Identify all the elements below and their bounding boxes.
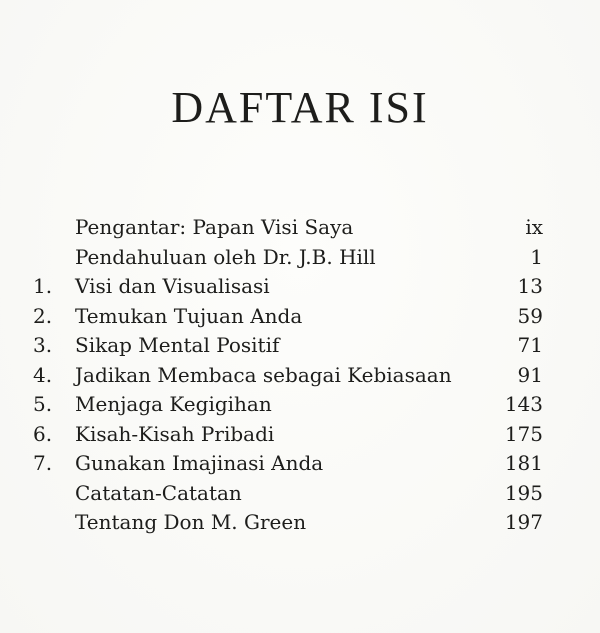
toc-entry [0,449,600,479]
toc-entry-title: Catatan-Catatan [75,480,242,505]
toc-entry [0,331,600,361]
toc-entry [0,243,600,273]
toc-entry-page: 195 [504,480,543,505]
toc-entry-page: 71 [517,333,543,357]
page-title: DAFTAR ISI [171,83,429,132]
toc-entry-number: 2. [33,303,53,328]
toc-entry-title: Temukan Tujuan Anda [75,303,303,328]
toc-entry [0,479,600,509]
toc-entry [0,390,600,420]
toc-entry-title: Gunakan Imajinasi Anda [75,451,324,475]
toc-entry-number: 1. [33,274,53,298]
toc-entry-page: 175 [504,421,543,446]
toc-entry-page: 59 [517,303,543,328]
toc-entry-title: Tentang Don M. Green [75,510,307,534]
toc-entry-title: Visi dan Visualisasi [75,274,270,298]
toc-entry-title: Jadikan Membaca sebagai Kebiasaan [75,362,452,387]
toc-entry [0,361,600,391]
toc-entry [0,420,600,450]
toc-entry-page: 143 [504,392,543,416]
toc-entry-number: 7. [33,451,53,475]
toc-entry-page: 181 [504,451,543,475]
table-of-contents [0,213,600,538]
toc-entry-page: ix [525,215,543,239]
toc-entry [0,213,600,243]
toc-entry [0,272,600,302]
toc-entry-title: Pengantar: Papan Visi Saya [75,215,354,239]
toc-entry-number: 3. [33,333,53,357]
toc-entry [0,508,600,538]
toc-entry-title: Sikap Mental Positif [75,333,280,357]
toc-entry-title: Kisah-Kisah Pribadi [75,421,275,446]
toc-entry-title: Pendahuluan oleh Dr. J.B. Hill [75,244,376,269]
toc-entry-number: 5. [33,392,53,416]
toc-entry-page: 91 [517,362,543,387]
toc-entry-number: 4. [33,362,53,387]
toc-entry-page: 197 [504,510,543,534]
toc-entry-number: 6. [33,421,53,446]
toc-entry [0,302,600,332]
toc-entry-page: 1 [530,244,543,269]
toc-entry-title: Menjaga Kegigihan [75,392,272,416]
toc-entry-page: 13 [517,274,543,298]
